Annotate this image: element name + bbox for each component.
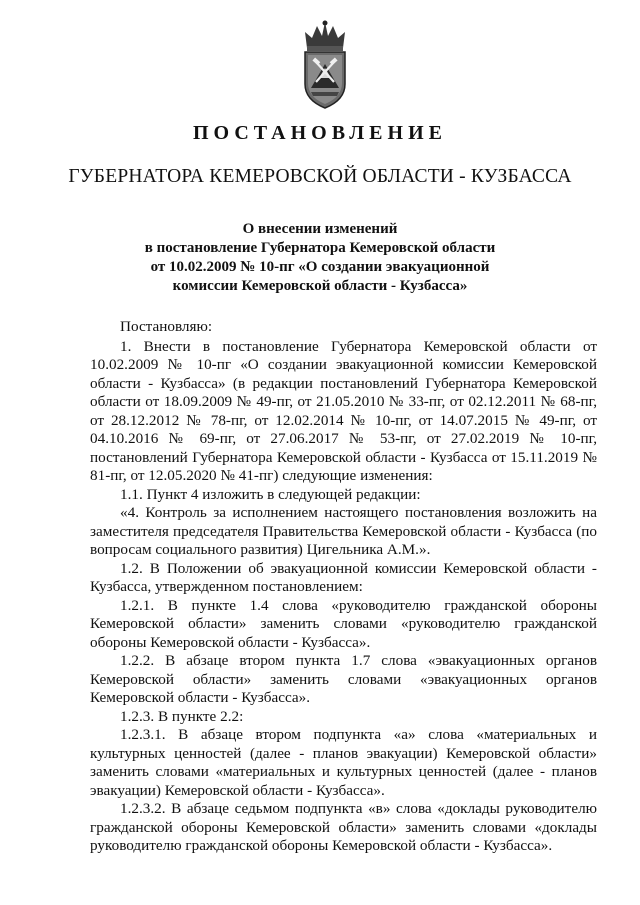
subject-line: от 10.02.2009 № 10-пг «О создании эвакуационной: [150, 259, 490, 275]
subject-line: комиссии Кемеровской области - Кузбасса»: [172, 278, 468, 294]
issuer-title: ГУБЕРНАТОРА КЕМЕРОВСКОЙ ОБЛАСТИ - КУЗБАССА: [68, 166, 572, 187]
paragraph-1-2-1: 1.2.1. В пункте 1.4 слова «руководителю гражданской обороны Кемеровской области» заменить словами «руководителю гражданской обороны Кемеровской области - Кузбасса».: [90, 596, 597, 651]
coat-of-arms-icon: [299, 18, 351, 110]
paragraph-1-1: 1.1. Пункт 4 изложить в следующей редакции:: [120, 485, 421, 503]
subject-line: в постановление Губернатора Кемеровской области: [144, 240, 496, 256]
paragraph-1-2-3-2: 1.2.3.2. В абзаце седьмом подпункта «в» слова «доклады руководителю гражданской обороны Кемеровской области» заменить словами «доклады руководителю гражданской обороны Кемеровской области - Кузбасса».: [90, 800, 597, 854]
paragraph-1-2: 1.2. В Положении об эвакуационной комиссии Кемеровской области - Кузбасса, утвержденном постановлением:: [90, 559, 597, 595]
paragraph-1-2-3-1: 1.2.3.1. В абзаце втором подпункта «а» слова «материальных и культурных ценностей (далее - планов эвакуации) Кемеровской области» заменить словами «материальных и культурных ценностей (далее - планов эвакуации) Кемеровской области - Кузбасса».: [90, 726, 597, 799]
subject-line: О внесении изменений: [242, 221, 398, 237]
document-subject: [0, 220, 640, 296]
document-body: [90, 318, 597, 856]
paragraph-1-2-3: 1.2.3. В пункте 2.2:: [120, 707, 244, 725]
paragraph-1: 1. Внести в постановление Губернатора Кемеровской области от 10.02.2009 № 10-пг «О создании эвакуационной комиссии Кемеровской области - Кузбасса» (в редакции постановлений Губернатора Кемеровской области от 18.09.2009 № 49-пг, от 21.05.2010 № 33-пг, от 02.12.2011 № 68-пг, от 28.12.2012 № 78-пг, от 12.02.2014 № 10-пг, от 14.07.2015 № 49-пг, от 04.10.2016 № 69-пг, от 27.06.2017 № 53-пг, от 27.02.2019 № 10-пг, постановлений Губернатора Кемеровской области - Кузбасса от 15.11.2019 № 81-пг, от 12.05.2020 № 41-пг) следующие изменения:: [90, 337, 597, 484]
paragraph-1-2-2: 1.2.2. В абзаце втором пункта 1.7 слова «эвакуационных органов Кемеровской области» заменить словами «эвакуационных органов Кемеровской области - Кузбасса».: [90, 652, 597, 706]
resolution-intro: Постановляю:: [120, 318, 213, 335]
document-type-title: ПОСТАНОВЛЕНИЕ: [193, 122, 447, 144]
paragraph-quote-4: «4. Контроль за исполнением настоящего постановления возложить на заместителя председателя Правительства Кемеровской области - Кузбасса (по вопросам социального развития) Цигельника А.М.».: [90, 504, 597, 558]
coat-of-arms-emblem: [299, 18, 351, 110]
